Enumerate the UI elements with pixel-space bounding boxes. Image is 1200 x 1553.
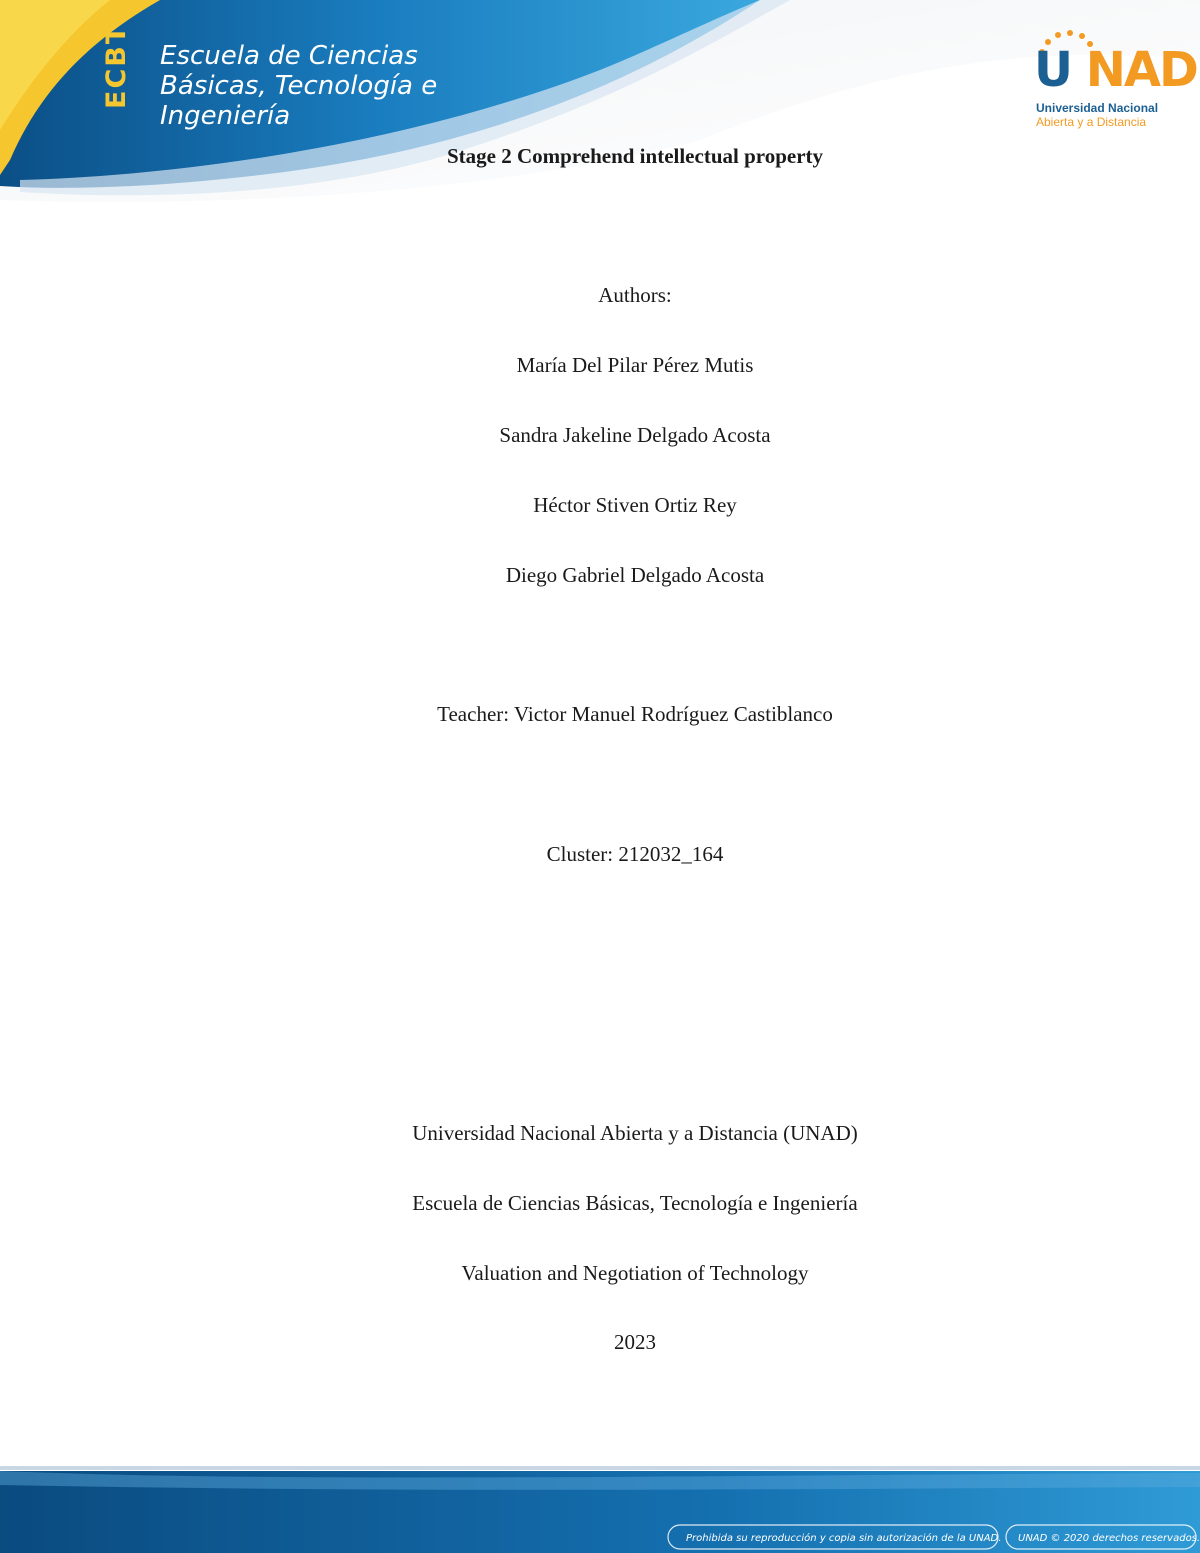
author-name: Héctor Stiven Ortiz Rey	[533, 493, 737, 517]
year-line: 2023	[614, 1330, 656, 1354]
school-acronym: ECBTI	[101, 11, 132, 109]
logo-line-1: Universidad Nacional	[1036, 101, 1159, 115]
document-title: Stage 2 Comprehend intellectual property	[446, 144, 824, 168]
cluster-line: Cluster: 212032_164	[546, 842, 724, 866]
school-name-line: Ingeniería	[160, 101, 291, 131]
logo-wordmark-text: U	[1034, 42, 1071, 98]
author-name: Diego Gabriel Delgado Acosta	[505, 563, 765, 587]
school-name-line: Escuela de Ciencias	[160, 41, 418, 71]
footer-notice: Prohibida su reproducción y copia sin autorización de la UNAD.	[686, 1533, 1002, 1544]
unad-logo	[1034, 30, 1197, 130]
logo-wordmark-rest: NAD	[1085, 42, 1197, 98]
footer-rights: UNAD © 2020 derechos reservados.	[1018, 1533, 1200, 1544]
course-line: Valuation and Negotiation of Technology	[461, 1261, 809, 1285]
teacher-line: Teacher: Victor Manuel Rodríguez Castiblanco	[437, 702, 833, 726]
logo-line-2: Abierta y a Distancia	[1036, 115, 1147, 129]
authors-label: Authors:	[598, 283, 672, 307]
university-line: Universidad Nacional Abierta y a Distancia (UNAD)	[412, 1121, 858, 1145]
logo-wordmark	[1034, 42, 1197, 98]
author-name: María Del Pilar Pérez Mutis	[516, 353, 754, 377]
school-line: Escuela de Ciencias Básicas, Tecnología e Ingeniería	[412, 1191, 858, 1215]
school-name-line: Básicas, Tecnología e	[160, 71, 438, 101]
school-name	[160, 41, 437, 131]
author-name: Sandra Jakeline Delgado Acosta	[499, 423, 771, 447]
